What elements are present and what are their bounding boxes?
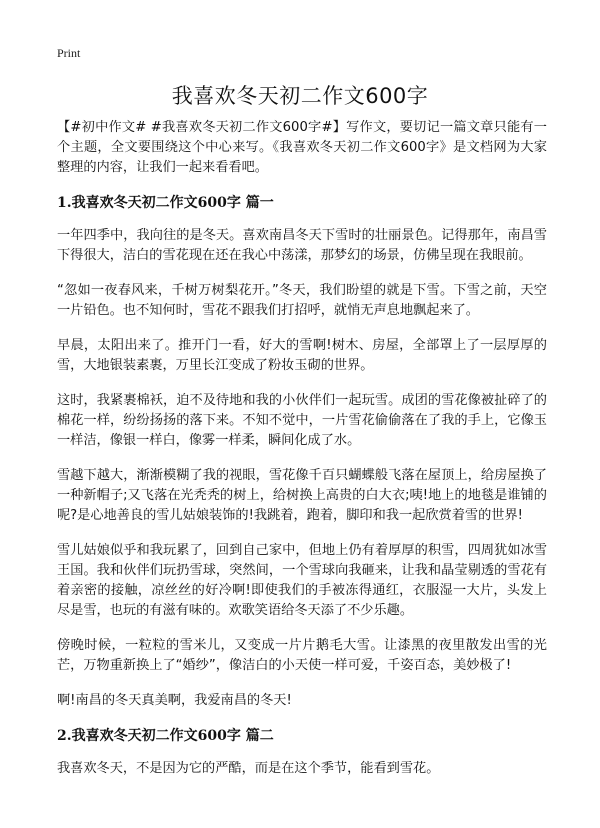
- section-2-heading: 2.我喜欢冬天初二作文600字 篇二: [57, 728, 274, 744]
- section-1-paragraph-5: 雪越下越大，渐渐模糊了我的视眼，雪花像千百只蝴蝶般飞落在屋顶上，给房屋换了一种新帽子;又飞落在光秃秃的树上，给树换上高贵的白大衣;咦!地上的地毯是谁铺的呢?是心地善良的雪儿姑娘装饰的!我跳着，跑着，脚印和我一起欣赏着雪的世界!: [57, 468, 547, 523]
- section-1-paragraph-1: 一年四季中，我向往的是冬天。喜欢南昌冬天下雪时的壮丽景色。记得那年，南昌雪下得很大，洁白的雪花现在还在我心中荡漾，那梦幻的场景，仿佛呈现在我眼前。: [57, 228, 547, 263]
- section-1-heading: 1.我喜欢冬天初二作文600字 篇一: [57, 195, 274, 211]
- article-body: [57, 118, 547, 794]
- print-label: Print: [57, 46, 81, 60]
- section-1-paragraph-6: 雪儿姑娘似乎和我玩累了，回到自己家中，但地上仍有着厚厚的积雪，四周犹如冰雪王国。我和伙伴们玩扔雪球，突然间，一个雪球向我砸来，让我和晶莹剔透的雪花有着亲密的接触，凉丝丝的好冷啊!即使我们的手被冻得通红，衣服湿一大片，头发上尽是雪，也玩的有滋有味的。欢歌笑语给冬天添了不少乐趣。: [57, 543, 547, 618]
- section-1-paragraph-7: 傍晚时候，一粒粒的雪米儿，又变成一片片鹅毛大雪。让漆黑的夜里散发出雪的光芒，万物重新换上了“婚纱”，像洁白的小天使一样可爱，千姿百态，美妙极了!: [57, 638, 547, 673]
- section-2-paragraph-1: 我喜欢冬天，不是因为它的严酷，而是在这个季节，能看到雪花。: [57, 761, 440, 776]
- section-1-paragraph-2: “忽如一夜春风来，千树万树梨花开。”冬天，我们盼望的就是下雪。下雪之前，天空一片铅色。也不知何时，雪花不跟我们打招呼，就悄无声息地飘起来了。: [57, 283, 547, 318]
- section-1-paragraph-3: 早晨，太阳出来了。推开门一看，好大的雪啊!树木、房屋，全部罩上了一层厚厚的雪，大地银装素裹，万里长江变成了粉妆玉砌的世界。: [57, 338, 547, 373]
- section-1-paragraph-4: 这时，我紧裹棉袄，迫不及待地和我的小伙伴们一起玩雪。成团的雪花像被扯碎了的棉花一样，纷纷扬扬的落下来。不知不觉中，一片雪花偷偷落在了我的手上，它像玉一样洁，像银一样白，像雾一样柔，瞬间化成了水。: [57, 393, 547, 448]
- page-title: 我喜欢冬天初二作文600字: [171, 84, 429, 108]
- section-1-paragraph-8: 啊!南昌的冬天真美啊，我爱南昌的冬天!: [57, 693, 292, 708]
- intro-paragraph: 【#初中作文# #我喜欢冬天初二作文600字#】写作文，要切记一篇文章只能有一个主题，全文要围绕这个中心来写。《我喜欢冬天初二作文600字》是文档网为大家整理的内容，让我们一起来看看吧。: [57, 120, 547, 175]
